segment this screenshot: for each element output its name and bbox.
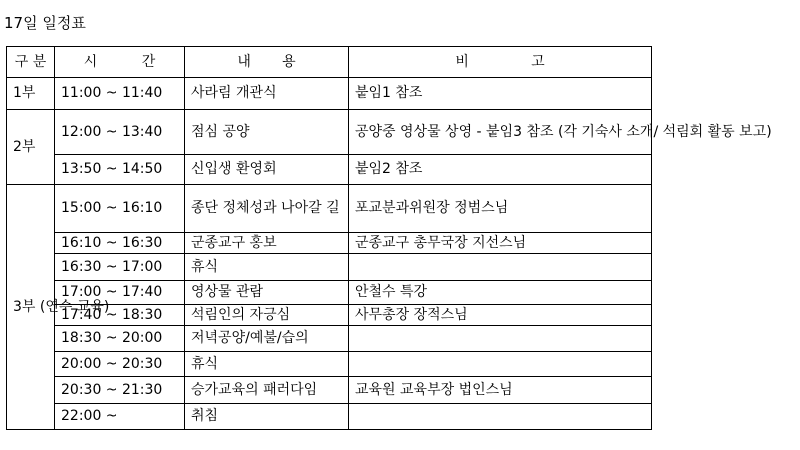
content-cell: 점심 공양 — [185, 110, 349, 155]
table-row — [7, 404, 652, 430]
schedule-table — [6, 46, 772, 430]
note-cell: 포교분과위원장 정범스님 — [349, 185, 652, 233]
content-cell: 승가교육의 패러다임 — [185, 377, 349, 404]
table-row — [7, 305, 652, 326]
part-cell: 3부 (연수 교육) — [7, 185, 55, 430]
content-cell: 저녁공양/예불/습의 — [185, 326, 349, 352]
content-cell: 신입생 환영회 — [185, 155, 349, 185]
time-cell: 13:50 ~ 14:50 — [55, 155, 185, 185]
note-cell: 교육원 교육부장 법인스님 — [349, 377, 652, 404]
header-content: 내 용 — [185, 47, 349, 78]
note-cell: 붙임2 참조 — [349, 155, 652, 185]
time-cell: 18:30 ~ 20:00 — [55, 326, 185, 352]
time-cell: 20:00 ~ 20:30 — [55, 352, 185, 377]
note-cell: 안철수 특강 — [349, 281, 652, 305]
content-cell: 종단 정체성과 나아갈 길 — [185, 185, 349, 233]
note-cell — [349, 404, 652, 430]
time-cell: 11:00 ~ 11:40 — [55, 78, 185, 110]
note-cell — [349, 326, 652, 352]
page-title: 17일 일정표 — [4, 14, 86, 32]
table-row — [7, 110, 652, 155]
content-cell: 휴식 — [185, 254, 349, 281]
content-cell: 군종교구 홍보 — [185, 233, 349, 254]
content-cell: 취침 — [185, 404, 349, 430]
content-cell: 영상물 관람 — [185, 281, 349, 305]
time-cell: 16:10 ~ 16:30 — [55, 233, 185, 254]
time-cell: 15:00 ~ 16:10 — [55, 185, 185, 233]
content-cell: 휴식 — [185, 352, 349, 377]
content-cell: 석림인의 자긍심 — [185, 305, 349, 326]
content-cell: 사라림 개관식 — [185, 78, 349, 110]
table-row — [7, 326, 652, 352]
part-cell: 1부 — [7, 78, 55, 110]
time-cell: 12:00 ~ 13:40 — [55, 110, 185, 155]
table-row — [7, 281, 652, 305]
time-cell: 20:30 ~ 21:30 — [55, 377, 185, 404]
header-note: 비 고 — [349, 47, 652, 78]
time-cell: 16:30 ~ 17:00 — [55, 254, 185, 281]
table-row — [7, 233, 652, 254]
note-cell: 사무총장 장적스님 — [349, 305, 652, 326]
time-cell: 22:00 ~ — [55, 404, 185, 430]
table-row — [7, 377, 652, 404]
table-row — [7, 78, 652, 110]
table-row — [7, 185, 652, 233]
note-cell: 공양중 영상물 상영 - 붙임3 참조 (각 기숙사 소개/ 석림회 활동 보고) — [349, 110, 652, 155]
note-cell: 붙임1 참조 — [349, 78, 652, 110]
time-cell: 17:00 ~ 17:40 — [55, 281, 185, 305]
header-time: 시 간 — [55, 47, 185, 78]
header-row — [7, 47, 652, 78]
time-cell: 17:40 ~ 18:30 — [55, 305, 185, 326]
table-row — [7, 254, 652, 281]
note-cell — [349, 254, 652, 281]
header-part: 구 분 — [7, 47, 55, 78]
note-cell — [349, 352, 652, 377]
table-row — [7, 352, 652, 377]
note-cell: 군종교구 총무국장 지선스님 — [349, 233, 652, 254]
table-row — [7, 155, 652, 185]
part-cell: 2부 — [7, 110, 55, 185]
